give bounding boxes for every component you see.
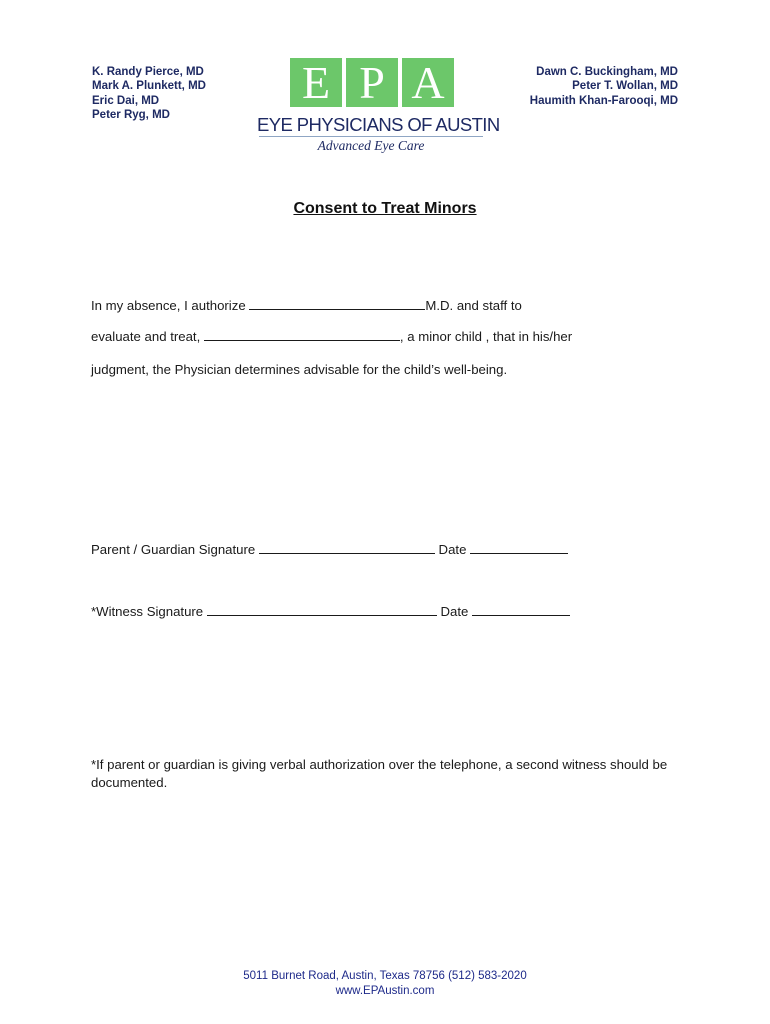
logo-letter-e: E: [290, 58, 342, 107]
physician-name-blank[interactable]: [249, 296, 425, 310]
treatment-suffix: , a minor child , that in his/her: [399, 329, 573, 344]
physician-name: K. Randy Pierce, MD: [92, 66, 204, 78]
date-label: Date: [434, 542, 471, 557]
authorization-line-1: [91, 296, 522, 313]
parent-signature-label: Parent / Guardian Signature: [91, 542, 259, 557]
physician-name: Mark A. Plunkett, MD: [92, 80, 206, 93]
physician-name: Peter Ryg, MD: [92, 108, 170, 121]
date-label: Date: [436, 604, 472, 619]
parent-date-blank[interactable]: [470, 540, 568, 554]
parent-signature-row: [91, 540, 568, 557]
witness-signature-blank[interactable]: [207, 602, 437, 616]
physician-name: Peter T. Wollan, MD: [572, 80, 678, 93]
authorization-prefix: In my absence, I authorize: [91, 298, 250, 313]
physician-name: Dawn C. Buckingham, MD: [536, 66, 678, 78]
practice-name: EYE PHYSICIANS OF AUSTIN: [257, 114, 500, 135]
parent-signature-blank[interactable]: [259, 540, 435, 554]
left-physician-list: [92, 65, 206, 122]
logo-letter-tiles: [290, 58, 454, 107]
authorization-line-3: judgment, the Physician determines advisable for the child’s well-being.: [91, 362, 508, 377]
logo-divider: [259, 136, 483, 137]
logo-letter-p: P: [346, 58, 398, 107]
form-title: Consent to Treat Minors: [293, 200, 477, 217]
logo-letter-a: A: [402, 58, 454, 107]
physician-name: Haumith Khan-Farooqi, MD: [529, 94, 678, 107]
minor-name-blank[interactable]: [204, 327, 400, 341]
footer-website[interactable]: www.EPAustin.com: [335, 984, 435, 997]
right-physician-list: [530, 65, 678, 108]
footer-address: 5011 Burnet Road, Austin, Texas 78756 (512) 583-2020: [243, 970, 527, 982]
witness-date-blank[interactable]: [472, 602, 570, 616]
authorization-suffix: M.D. and staff to: [425, 298, 522, 313]
authorization-line-2: [91, 327, 572, 344]
witness-signature-label: *Witness Signature: [91, 604, 207, 619]
witness-signature-row: [91, 602, 570, 619]
physician-name: Eric Dai, MD: [92, 94, 160, 107]
practice-tagline: Advanced Eye Care: [317, 138, 425, 153]
verbal-authorization-footnote: *If parent or guardian is giving verbal authorization over the telephone, a second witness should be documented.: [91, 757, 668, 790]
treatment-prefix: evaluate and treat,: [91, 329, 204, 344]
address-footer: [0, 969, 770, 998]
epa-logo: [257, 56, 500, 156]
